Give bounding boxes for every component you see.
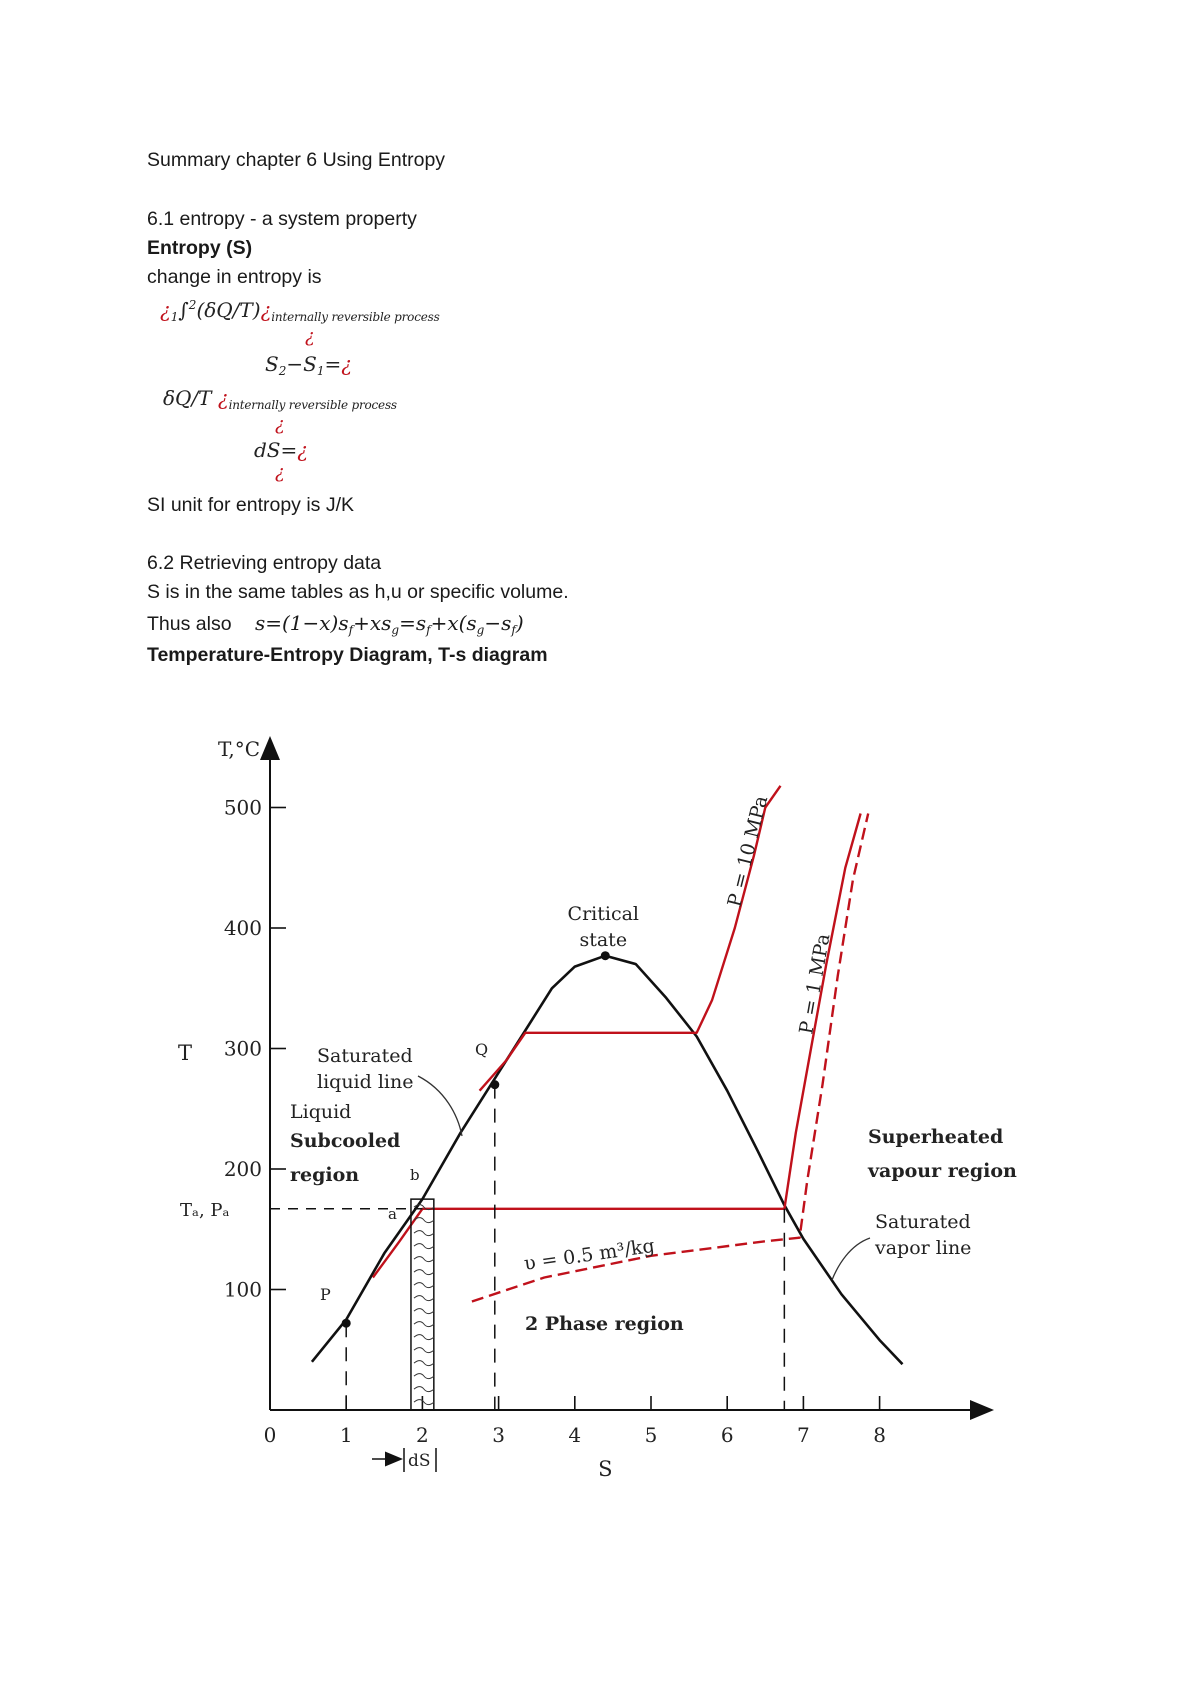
x-tick-label: 8 [873, 1423, 886, 1447]
thus-also-text: Thus also [147, 613, 232, 635]
subscript-1: 1 [316, 364, 325, 378]
label-ta-pa: Tₐ, Pₐ [180, 1200, 230, 1221]
formula-glyph-below: ¿ [275, 414, 285, 435]
label-subcooled: Subcooled [290, 1130, 401, 1152]
y-side-label: T [178, 1041, 193, 1065]
formula-ds-lhs: dS= [254, 438, 298, 462]
ds-hatch [414, 1348, 434, 1353]
section-6-1-heading: 6.1 entropy - a system property [147, 208, 417, 230]
formula-minus-s: −S [286, 352, 317, 376]
x-axis-label: S [598, 1457, 613, 1481]
ds-hatch [414, 1387, 434, 1392]
label-p-1mpa: P = 1 MPa [795, 931, 835, 1036]
integral-lower-limit: 1 [170, 310, 179, 324]
label-p-10mpa: P = 10 MPa [723, 793, 773, 910]
integral-symbol: ∫ [178, 298, 189, 322]
integral-body: (δQ/T) [196, 298, 261, 322]
formula-subscript: g [391, 623, 400, 637]
label-a: a [388, 1205, 397, 1223]
y-axis-label: T,°C [218, 737, 261, 761]
formula-subscript: f [426, 623, 431, 637]
si-unit-text: SI unit for entropy is J/K [147, 494, 355, 516]
ds-hatch [414, 1231, 434, 1236]
formula-subscript: g [476, 623, 485, 637]
internally-reversible-subscript: internally reversible process [228, 398, 397, 412]
integral-upper-limit: 2 [188, 298, 197, 312]
formula-glyph-below: ¿ [275, 462, 285, 483]
y-tick-label: 500 [223, 795, 262, 820]
ds-hatch [414, 1257, 434, 1262]
formula-subscript: f [348, 623, 354, 637]
doc-title: Summary chapter 6 Using Entropy [147, 149, 446, 171]
label-saturated-vapor: Saturated [875, 1211, 971, 1233]
label-critical: Critical [567, 903, 640, 925]
label-vapour-region: vapour region [868, 1160, 1017, 1182]
y-tick-label: 400 [223, 916, 262, 940]
ds-hatch [414, 1244, 434, 1249]
label-ds: dS [408, 1451, 431, 1471]
x-tick-label: 2 [416, 1423, 429, 1447]
label-vapor-line: vapor line [875, 1237, 972, 1259]
formula-glyph: ¿ [217, 386, 229, 410]
label-Q: Q [475, 1040, 489, 1059]
formula-glyph: ¿ [341, 352, 352, 376]
ds-hatch [414, 1283, 434, 1288]
x-tick-label: 6 [720, 1423, 734, 1447]
formula-equals: = [324, 352, 342, 376]
formula-subscript: f [511, 623, 516, 637]
y-tick-label: 200 [223, 1157, 262, 1181]
change-in-entropy-text: change in entropy is [147, 266, 322, 288]
x-tick-label: 5 [644, 1423, 658, 1447]
label-two-phase-region: 2 Phase region [525, 1313, 684, 1335]
ds-hatch [414, 1361, 434, 1366]
ds-hatch [414, 1309, 434, 1314]
leader-sat-liquid [418, 1076, 462, 1136]
entropy-heading: Entropy (S) [147, 237, 253, 259]
x-tick-label: 3 [492, 1423, 505, 1447]
formula-glyph: ¿ [260, 298, 272, 322]
label-liquid-line: liquid line [317, 1071, 414, 1093]
x-tick-label: 4 [568, 1423, 582, 1447]
leader-sat-vapor [832, 1238, 870, 1280]
x-tick-label: 0 [263, 1423, 277, 1447]
internally-reversible-subscript: internally reversible process [271, 310, 440, 324]
series-isobar-curve [373, 814, 861, 1278]
subscript-2: 2 [278, 364, 287, 378]
series-isobar-curve [480, 786, 781, 1091]
label-liquid: Liquid [290, 1101, 352, 1123]
ds-hatch [414, 1270, 434, 1275]
y-tick-label: 100 [223, 1277, 262, 1302]
formula-glyph-below: ¿ [305, 326, 315, 347]
ds-hatch [414, 1400, 434, 1405]
x-tick-label: 1 [339, 1423, 353, 1447]
formula-s: S [265, 352, 279, 376]
ds-hatch [414, 1335, 434, 1340]
label-specific-volume: υ = 0.5 m³/kg [522, 1234, 656, 1275]
y-tick-label: 300 [223, 1036, 262, 1061]
ts-diagram-heading: Temperature-Entropy Diagram, T-s diagram [147, 644, 548, 666]
label-state: state [579, 929, 628, 951]
section-6-2-heading: 6.2 Retrieving entropy data [147, 552, 382, 574]
ds-hatch [414, 1296, 434, 1301]
critical-point-marker [601, 951, 610, 960]
label-superheated: Superheated [868, 1126, 1004, 1148]
label-b: b [410, 1166, 420, 1184]
label-region: region [290, 1164, 360, 1186]
ds-hatch [414, 1218, 434, 1223]
label-P: P [320, 1285, 331, 1304]
chart-annotations [180, 794, 1017, 1472]
ds-hatch [414, 1374, 434, 1379]
quality-formula: $s=(1-x)s_f+xs_g=s_f+x(s_g-s_f)$ [254, 611, 524, 637]
x-tick-label: 7 [797, 1423, 810, 1447]
section-6-2-line: S is in the same tables as h,u or specific volume. [147, 581, 569, 603]
label-saturated-liquid: Saturated [317, 1045, 413, 1067]
formula-glyph: ¿ [297, 438, 308, 462]
ds-hatch [414, 1322, 434, 1327]
formula-glyph: ¿ [160, 298, 171, 322]
formula-body: δQ/T [163, 386, 212, 410]
